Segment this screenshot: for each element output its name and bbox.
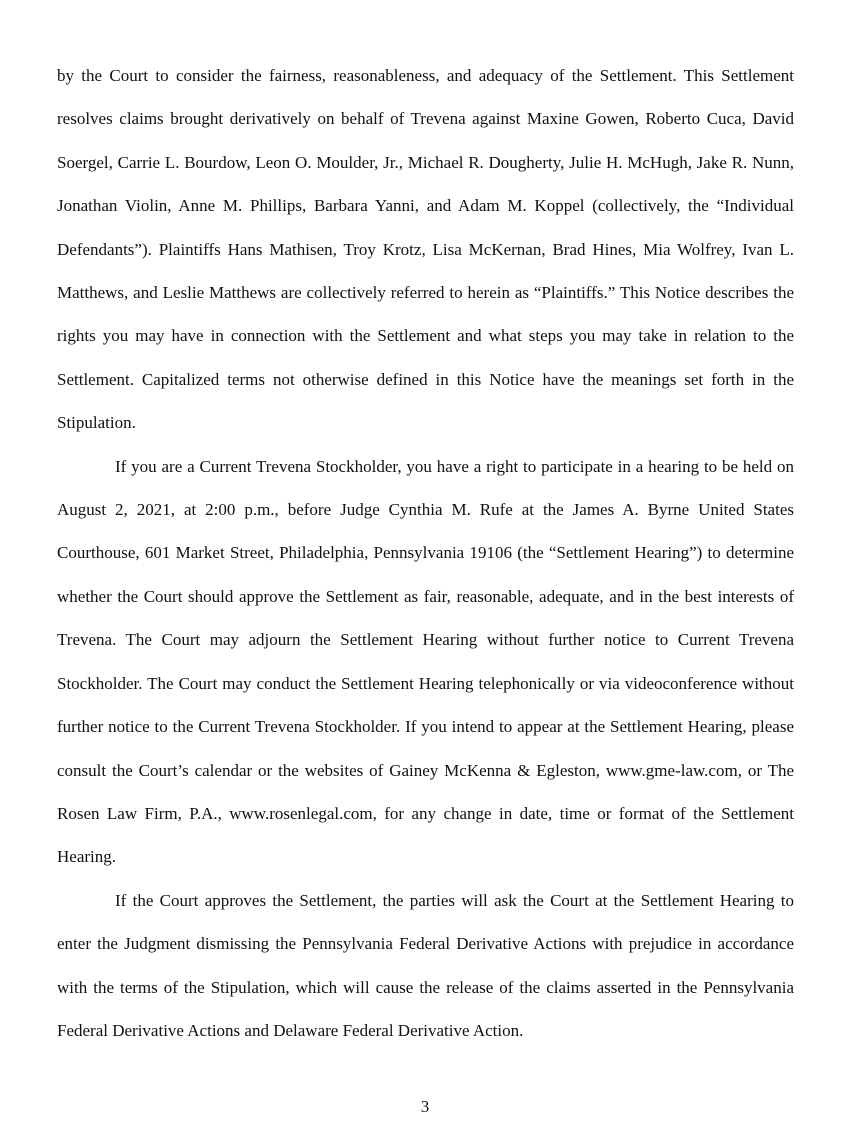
paragraph-continued: by the Court to consider the fairness, reasonableness, and adequacy of the Settlement. This Settlement resolves claims brought derivatively on behalf of Trevena against Maxine Gowen, Roberto Cuca, David Soergel, Carrie L. Bourdow, Leon O. Moulder, Jr., Michael R. Dougherty, Julie H. McHugh, Jake R. Nunn, Jonathan Violin, Anne M. Phillips, Barbara Yanni, and Adam M. Koppel (collectively, the “Individual Defendants”). Plaintiffs Hans Mathisen, Troy Krotz, Lisa McKernan, Brad Hines, Mia Wolfrey, Ivan L. Matthews, and Leslie Matthews are collectively referred to herein as “Plaintiffs.” This Notice describes the rights you may have in connection with the Settlement and what steps you may take in relation to the Settlement. Capitalized terms not otherwise defined in this Notice have the meanings set forth in the Stipulation. [57,66,794,433]
page-number: 3 [420,1097,430,1116]
paragraph-judgment: If the Court approves the Settlement, the parties will ask the Court at the Settlement Hearing to enter the Judgment dismissing the Pennsylvania Federal Derivative Actions with prejudice in accordance with the terms of the Stipulation, which will cause the release of the claims asserted in the Pennsylvania Federal Derivative Actions and Delaware Federal Derivative Action. [57,890,794,1040]
document-body [57,54,794,1052]
paragraph-settlement-hearing: If you are a Current Trevena Stockholder, you have a right to participate in a hearing to be held on August 2, 2021, at 2:00 p.m., before Judge Cynthia M. Rufe at the James A. Byrne United States Courthouse, 601 Market Street, Philadelphia, Pennsylvania 19106 (the “Settlement Hearing”) to determine whether the Court should approve the Settlement as fair, reasonable, adequate, and in the best interests of Trevena. The Court may adjourn the Settlement Hearing without further notice to Current Trevena Stockholder. The Court may conduct the Settlement Hearing telephonically or via videoconference without further notice to the Current Trevena Stockholder. If you intend to appear at the Settlement Hearing, please consult the Court’s calendar or the websites of Gainey McKenna & Egleston, www.gme-law.com, or The Rosen Law Firm, P.A., www.rosenlegal.com, for any change in date, time or format of the Settlement Hearing. [57,456,794,867]
